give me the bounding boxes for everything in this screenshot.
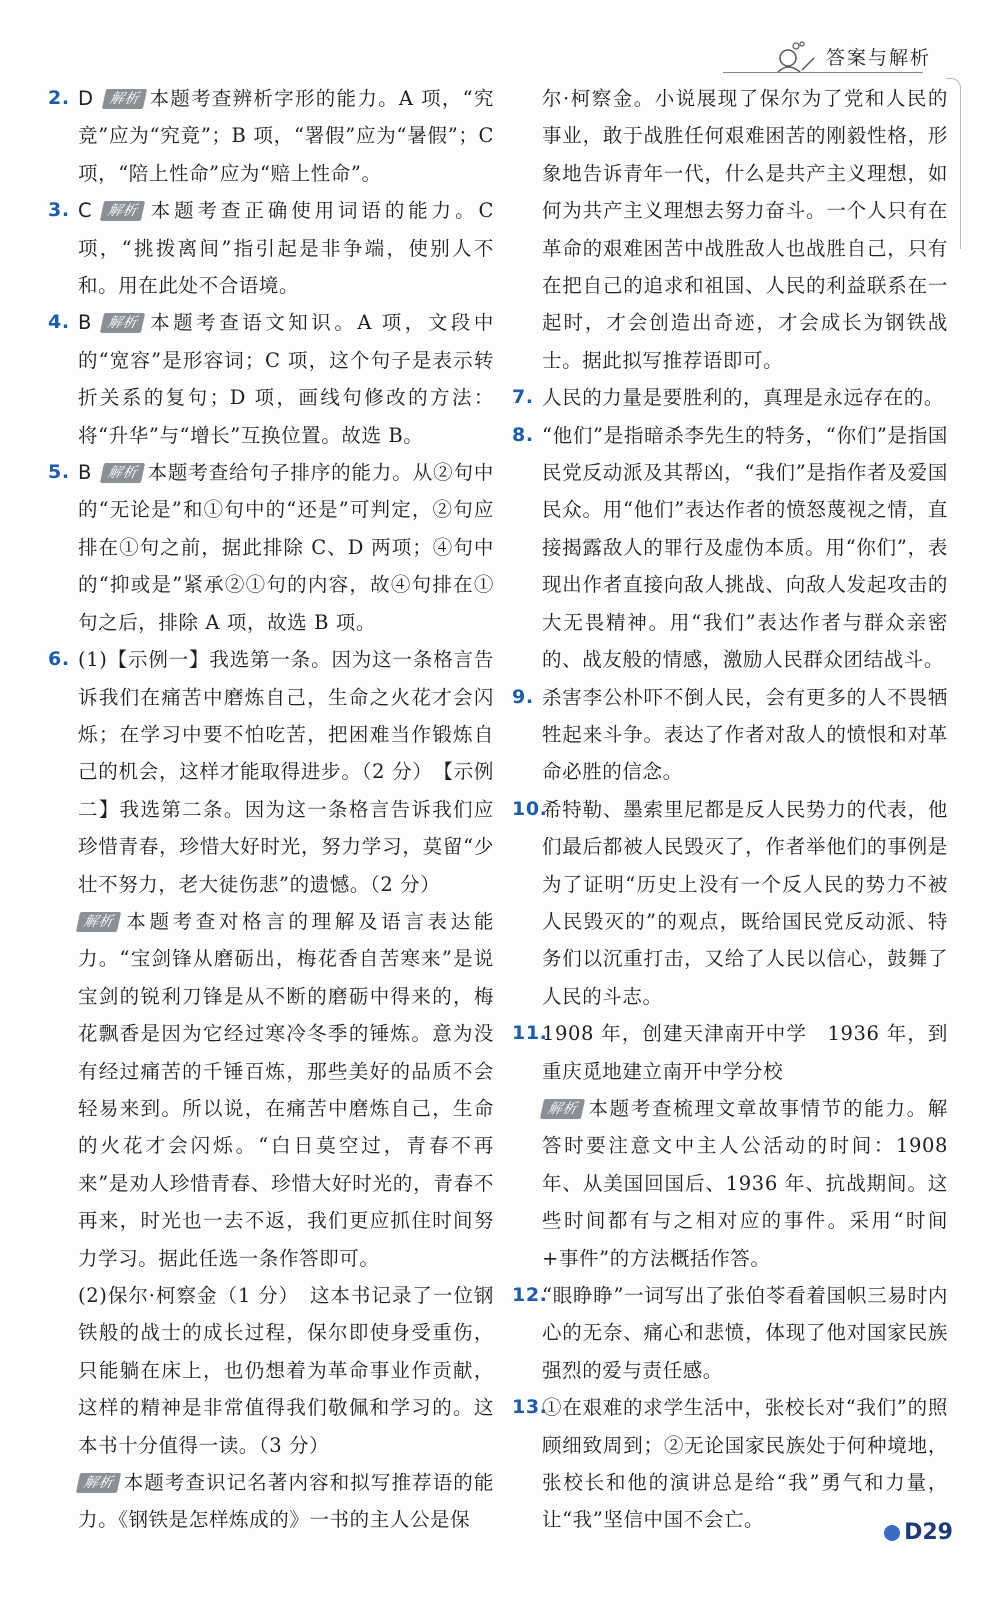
analysis-text: 本题考查对格言的理解及语言表达能力。“宝剑锋从磨砺出，梅花香自苦寒来”是说宝剑的锐利刀锋是从不断的磨砺中得来的，梅花飘香是因为它经过寒冷冬季的锤炼。意为没有经过痛苦的千锤百炼，那些美好的品质不会轻易来到。所以说，在痛苦中磨炼自己，生命的火花才会闪烁。“白日莫空过，青春不再来”是劝人珍惜青春、珍惜大好时光的，青春不再来，时光也一去不返，我们更应抓住时间努力学习。据此任选一条作答即可。 (78, 909, 494, 1270)
header-rule (723, 72, 923, 73)
analysis-tag: 解析 (100, 201, 145, 221)
answer-item-13 (512, 1389, 948, 1539)
answer-item-10 (512, 791, 948, 1015)
answer-text: (1)【示例一】我选第一条。因为这一条格言告诉我们在痛苦中磨炼自己，生命之火花才会闪烁；在学习中要不怕吃苦，把困难当作锻炼自己的机会，这样才能取得进步。（2 分） 【示例二】我选第二条。因为这一条格言告诉我们应珍惜青春，珍惜大好时光，努力学习，莫留“少壮不努力，老大徒伤悲”的遗憾。（2 分） (78, 648, 494, 896)
analysis-tag: 解析 (100, 463, 145, 483)
answer-choice: B (78, 311, 92, 335)
answer-item-2 (48, 80, 494, 192)
answer-item-3 (48, 192, 494, 304)
answer-item-7 (512, 379, 948, 416)
item-number: 5. (48, 461, 70, 484)
analysis-tag: 解析 (100, 313, 145, 333)
answer-text: ①在艰难的求学生活中，张校长对“我们”的照顾细致周到；②无论国家民族处于何种境地，张校长和他的演讲总是给“我”勇气和力量，让“我”坚信中国不会亡。 (542, 1396, 948, 1532)
page-number: D29 (904, 1520, 953, 1545)
analysis-text: 本题考查语文知识。A 项，文段中的“宽容”是形容词；C 项，这个句子是表示转折关系的复句；D 项，画线句修改的方法：将“升华”与“增长”互换位置。故选 B。 (78, 311, 494, 447)
person-thinking-icon (772, 38, 816, 74)
item-number: 10. (512, 797, 548, 820)
item-number: 9. (512, 685, 534, 708)
item-number: 7. (512, 386, 534, 409)
answer-text: “眼睁睁”一词写出了张伯苓看着国帜三易时内心的无奈、痛心和悲愤，体现了他对国家民族强烈的爱与责任感。 (542, 1284, 948, 1382)
item-number: 12. (512, 1284, 548, 1306)
answer-item-12 (512, 1277, 948, 1389)
answer-text: 人民的力量是要胜利的，真理是永远存在的。 (542, 386, 945, 410)
analysis-tag: 解析 (540, 1099, 585, 1119)
answer-item-6 (48, 641, 494, 1539)
item-number: 11. (512, 1022, 548, 1045)
analysis-text: 本题考查正确使用词语的能力。C 项，“挑拨离间”指引起是非争端，使别人不和。用在此处不合语境。 (78, 199, 494, 298)
analysis-tag: 解析 (76, 1473, 121, 1493)
answer-choice: B (78, 461, 92, 485)
analysis-tag: 解析 (101, 89, 146, 109)
analysis-text: 尔·柯察金。小说展现了保尔为了党和人民的事业，敢于战胜任何艰难困苦的刚毅性格，形象地告诉青年一代，什么是共产主义理想，如何为共产主义理想去努力奋斗。一个人只有在革命的艰难困苦中战胜敌人也战胜自己，只有在把自己的追求和祖国、人民的利益联系在一起时，才会创造出奇迹，才会成长为钢铁战士。据此拟写推荐语即可。 (542, 87, 948, 372)
item-number: 2. (48, 87, 70, 109)
right-column (512, 80, 948, 1539)
answer-item-5 (48, 454, 494, 641)
answer-item-4 (48, 304, 494, 454)
answer-item-9 (512, 679, 948, 791)
analysis-text: 本题考查梳理文章故事情节的能力。解答时要注意文中主人公活动的时间：1908 年、从美国回国后、1936 年、抗战期间。这些时间都有与之相对应的事件。采用“时间+事件”的方法概括作答。 (542, 1096, 948, 1270)
answer-text: 希特勒、墨索里尼都是反人民势力的代表，他们最后都被人民毁灭了，作者举他们的事例是为了证明“历史上没有一个反人民的势力不被人民毁灭的”的观点，既给国民党反动派、特务们以沉重打击，又给了人民以信心，鼓舞了人民的斗志。 (542, 797, 948, 1008)
item-number: 3. (48, 199, 70, 222)
item-number: 6. (48, 648, 70, 671)
header-title: 答案与解析 (825, 46, 931, 69)
answer-text: 1908 年，创建天津南开中学 1936 年，到重庆觅地建立南开中学分校 (542, 1022, 948, 1083)
answer-item-11 (512, 1015, 948, 1277)
answer-text: (2)保尔·柯察金（1 分） 这本书记录了一位钢铁般的战士的成长过程，保尔即使身受重伤，只能躺在床上，也仍想着为革命事业作贡献，这样的精神是非常值得我们敬佩和学习的。这本书十分值得一读。（3 分） (78, 1284, 494, 1457)
continued-text (512, 80, 948, 379)
answer-item-8 (512, 417, 948, 679)
analysis-text: 本题考查识记名著内容和拟写推荐语的能力。《钢铁是怎样炼成的》一书的主人公是保 (78, 1471, 494, 1532)
item-number: 13. (512, 1396, 548, 1419)
decorative-bracket (946, 78, 961, 249)
answer-text: 杀害李公朴吓不倒人民，会有更多的人不畏牺牲起来斗争。表达了作者对敌人的愤恨和对革命必胜的信念。 (542, 685, 948, 784)
answer-choice: C (78, 199, 93, 223)
analysis-text: 本题考查给句子排序的能力。从②句中的“无论是”和①句中的“还是”可判定，②句应排在①句之前，据此排除 C、D 两项；④句中的“抑或是”紧承②①句的内容，故④句排在①句之后，排除 A 项，故选 B 项。 (78, 461, 494, 634)
answer-choice: D (78, 87, 94, 110)
page-dot-icon (884, 1525, 900, 1541)
item-number: 8. (512, 423, 534, 446)
page-header (772, 36, 931, 76)
answer-text: “他们”是指暗杀李先生的特务，“你们”是指国民党反动派及其帮凶，“我们”是指作者及爱国民众。用“他们”表达作者的愤怒蔑视之情，直接揭露敌人的罪行及虚伪本质。用“你们”，表现出作者直接向敌人挑战、向敌人发起攻击的大无畏精神。用“我们”表达作者与群众亲密的、战友般的情感，激励人民群众团结战斗。 (542, 423, 948, 672)
analysis-text: 本题考查辨析字形的能力。A 项，“究竞”应为“究竟”；B 项，“署假”应为“暑假”；C 项，“陪上性命”应为“赔上性命”。 (78, 87, 494, 185)
page-number-area (884, 1520, 953, 1545)
left-column (48, 80, 494, 1539)
analysis-tag: 解析 (76, 912, 121, 932)
item-number: 4. (48, 311, 70, 334)
